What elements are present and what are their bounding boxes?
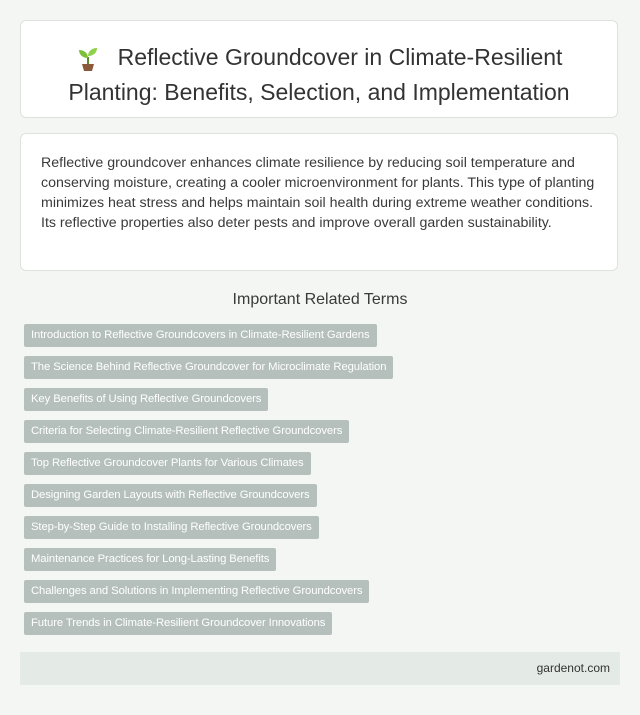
footer-site-name[interactable]: gardenot.com: [536, 661, 610, 675]
related-terms-heading: Important Related Terms: [232, 291, 408, 308]
page-title-text: Reflective Groundcover in Climate-Resilient Planting: Benefits, Selection, and Implementation: [68, 44, 570, 105]
sprout-icon: [76, 45, 100, 78]
related-term-link[interactable]: Top Reflective Groundcover Plants for Various Climates: [24, 452, 311, 475]
related-term-link[interactable]: The Science Behind Reflective Groundcover for Microclimate Regulation: [24, 356, 393, 379]
related-term-link[interactable]: Maintenance Practices for Long-Lasting Benefits: [24, 548, 276, 571]
related-term-link[interactable]: Designing Garden Layouts with Reflective Groundcovers: [24, 484, 317, 507]
related-term-link[interactable]: Key Benefits of Using Reflective Groundcovers: [24, 388, 268, 411]
summary-card: [20, 133, 618, 271]
related-term-link[interactable]: Step-by-Step Guide to Installing Reflective Groundcovers: [24, 516, 319, 539]
related-term-link[interactable]: Criteria for Selecting Climate-Resilient Reflective Groundcovers: [24, 420, 349, 443]
title-card: [20, 20, 618, 118]
summary-text: Reflective groundcover enhances climate resilience by reducing soil temperature and conserving moisture, creating a cooler microenvironment for plants. This type of planting minimizes heat stress and helps maintain soil health during extreme weather conditions. Its reflective properties also deter pests and improve overall garden sustainability.: [41, 155, 595, 231]
page-title: [21, 21, 617, 107]
footer: [20, 652, 620, 685]
related-term-link[interactable]: Future Trends in Climate-Resilient Groundcover Innovations: [24, 612, 332, 635]
related-term-link[interactable]: Introduction to Reflective Groundcovers in Climate-Resilient Gardens: [24, 324, 377, 347]
related-term-link[interactable]: Challenges and Solutions in Implementing Reflective Groundcovers: [24, 580, 369, 603]
